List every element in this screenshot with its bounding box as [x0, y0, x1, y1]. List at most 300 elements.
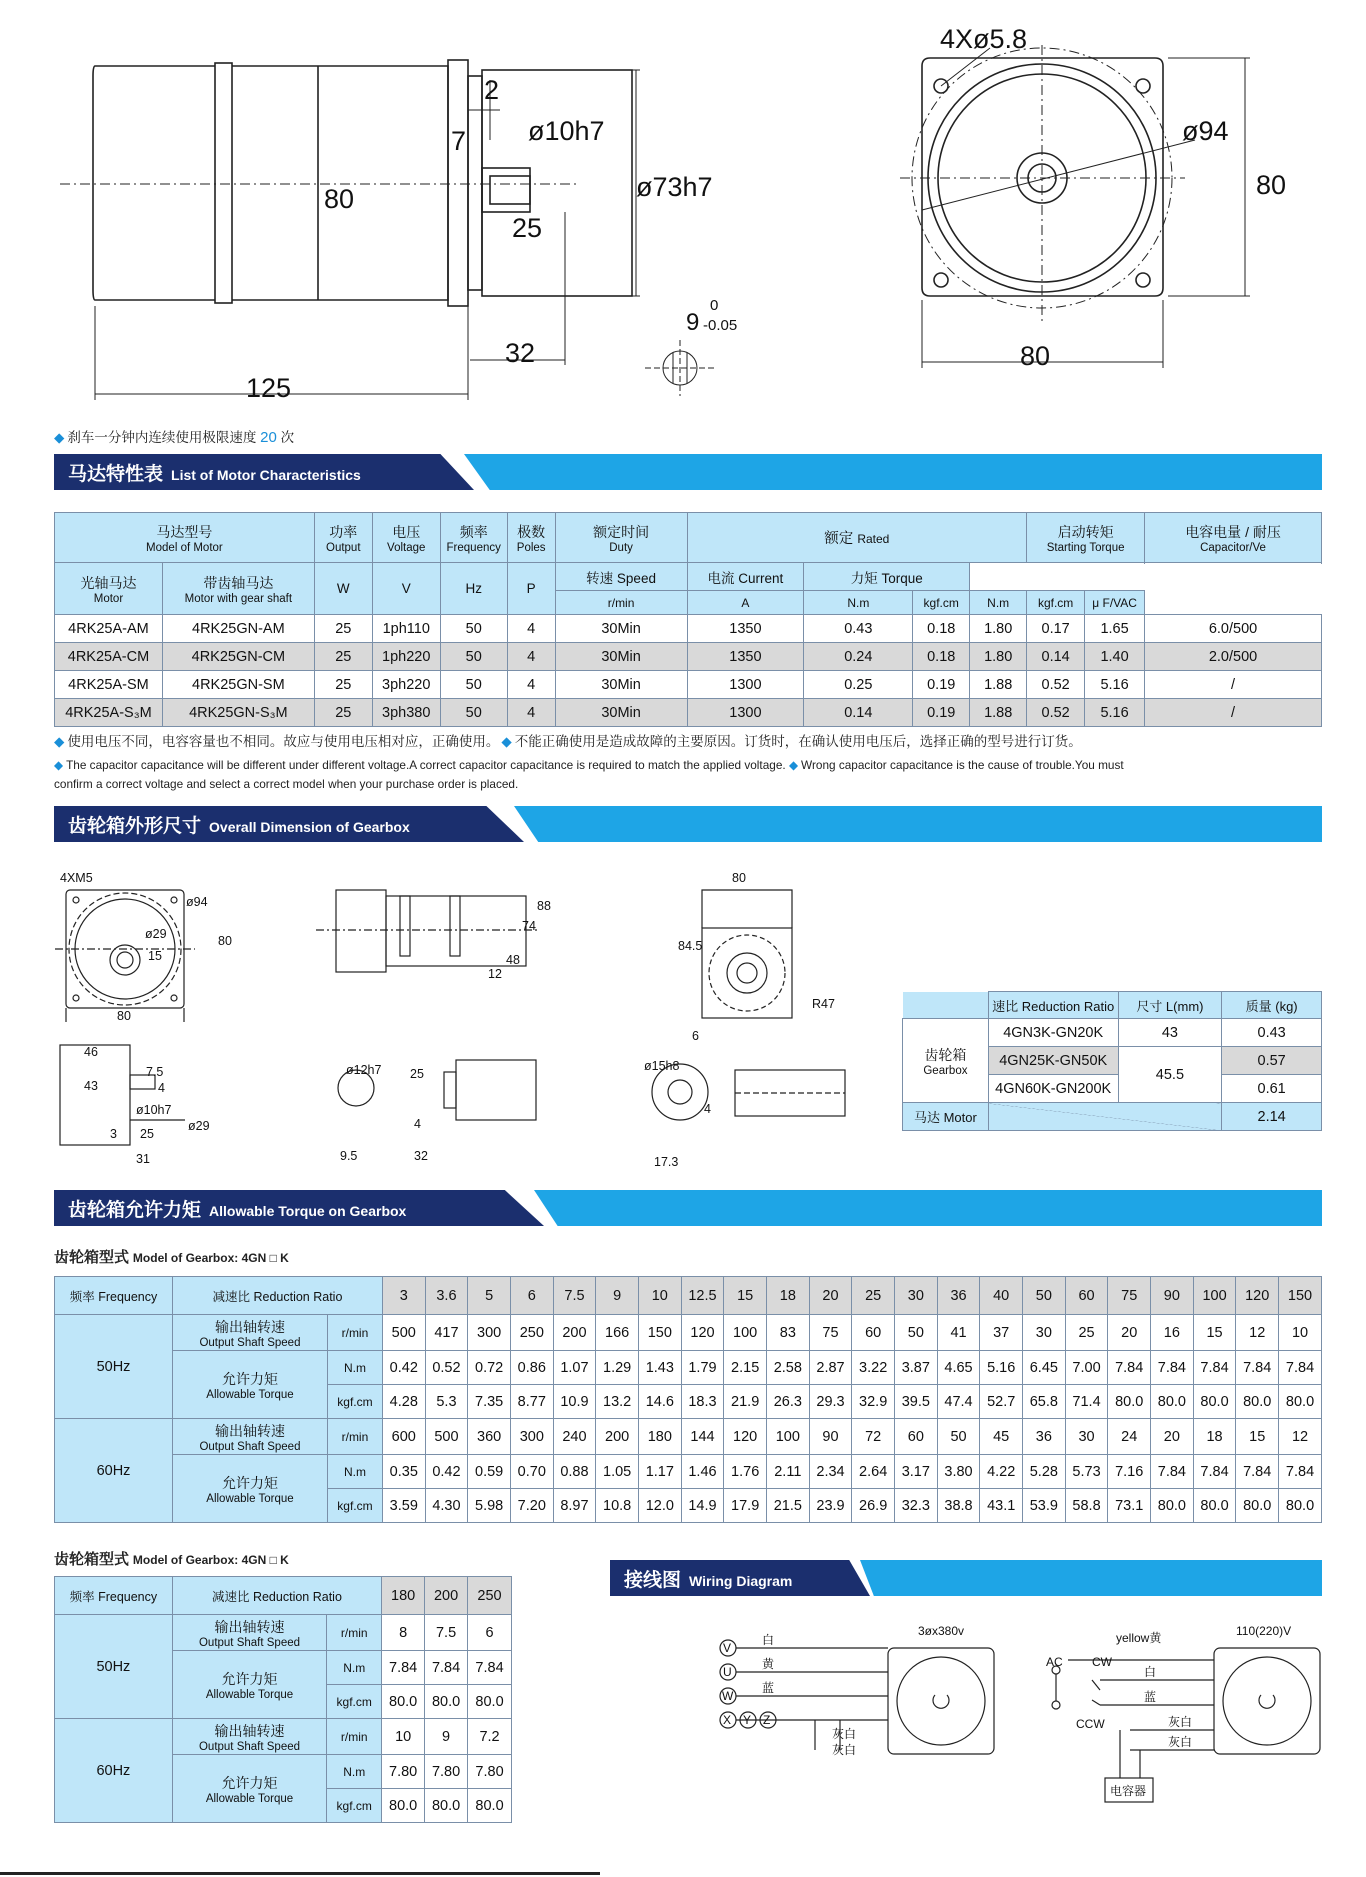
torque-cell: 26.3 — [766, 1385, 809, 1419]
torque-cell: 80.0 — [1108, 1385, 1151, 1419]
torque-cell: 2.11 — [766, 1455, 809, 1489]
ratio-cell: 75 — [1108, 1277, 1151, 1315]
capacitor-label: 电容器 — [1110, 1784, 1147, 1798]
section-allowable-torque: 齿轮箱允许力矩 Allowable Torque on Gearbox — [54, 1190, 1322, 1226]
section-motor-characteristics — [54, 454, 1322, 490]
gd-label-4a: 4 — [158, 1081, 165, 1095]
wiring-title-1ph: 110(220)V — [1236, 1624, 1292, 1638]
ratio-cell: 20 — [809, 1277, 852, 1315]
torque-cell: 7.84 — [1279, 1455, 1322, 1489]
torque-cell: 0.86 — [510, 1351, 553, 1385]
gd-label-12h7: ø12h7 — [346, 1063, 382, 1077]
torque-cell: 5.3 — [425, 1385, 468, 1419]
svg-text:yellow黄: yellow黄 — [1116, 1631, 1162, 1645]
svg-text:黄: 黄 — [762, 1657, 775, 1671]
torque-cell: 7.35 — [468, 1385, 511, 1419]
torque-cell: 41 — [937, 1315, 980, 1351]
gd-label-4c: 4 — [704, 1102, 711, 1116]
unit-nm-start: N.m — [970, 591, 1027, 615]
ratio-cell: 9 — [596, 1277, 639, 1315]
motor-mass: 2.14 — [1222, 1103, 1322, 1131]
torque-cell: 4.30 — [425, 1489, 468, 1523]
torque-cell: 45 — [980, 1419, 1023, 1455]
term-u: U — [723, 1665, 732, 1679]
svg-text:蓝: 蓝 — [1144, 1690, 1157, 1704]
ratio-cell: 250 — [468, 1577, 512, 1615]
motor-row: 4RK25A-AM 4RK25GN-AM 25 1ph110 50 4 30Min 1350 0.43 0.18 1.80 0.17 1.65 6.0/500 — [55, 615, 1322, 643]
header-rated: 额定 — [824, 531, 854, 547]
torque-cell: 180 — [638, 1419, 681, 1455]
section-gearbox-dimension: 齿轮箱外形尺寸 Overall Dimension of Gearbox — [54, 806, 1322, 842]
torque-cell: 30 — [1065, 1419, 1108, 1455]
motor-characteristics-table: 马达型号 Model of Motor 功率 Output 电压 Voltage 频率 Frequency 极数 Poles 额定时间 Duty 额定 Rated 启动转矩 Starting Torque 电容电量 / 耐压 Capacitor/Ve 光轴马达 Motor 带齿轴马达 Motor with gear shaft W V Hz P 转速 Speed 电流 Current 力矩 Torque r/min A N.m kgf.cm N.m kgf.cm μ F/VAC 4RK25A-AM 4RK25GN-AM 25 1ph110 50 4 30Min 1350 0.43 0.18 1.80 0.17 1.65 6.0/500 4RK25A-CM 4RK25GN-CM 25 1ph220 50 4 30Min 1350 0.24 0.18 1.80 0.14 1.40 2.0/500 4RK25A-SM 4RK25GN-SM 25 3ph220 50 4 30Min 1300 0.25 0.19 1.88 0.52 5.16 / 4RK25A-S₃M 4RK25GN-S₃M 25 3ph380 50 4 30Min 1300 0.14 0.19 1.88 0.52 5.16 / — [54, 512, 1322, 727]
torque-cell: 144 — [681, 1419, 724, 1455]
torque-cell: 1.07 — [553, 1351, 596, 1385]
t1-header-frequency: 频率 Frequency — [69, 1289, 158, 1304]
unit-rmin: r/min — [555, 591, 687, 615]
torque-cell: 0.59 — [468, 1455, 511, 1489]
term-x: X — [723, 1713, 732, 1727]
torque-cell: 1.79 — [681, 1351, 724, 1385]
term-w: W — [722, 1689, 734, 1703]
torque-cell: 4.65 — [937, 1351, 980, 1385]
torque-cell: 150 — [638, 1315, 681, 1351]
ratio-cell: 200 — [425, 1577, 468, 1615]
t1-header-ratio: 减速比 Reduction Ratio — [212, 1289, 343, 1304]
gd-label-9-5: 9.5 — [340, 1149, 358, 1163]
header-duty: 额定时间 — [593, 523, 650, 540]
gd-label-80b: 80 — [117, 1009, 131, 1023]
gd-label-12: 12 — [488, 967, 502, 981]
torque-cell: 6.45 — [1023, 1351, 1066, 1385]
torque-cell: 300 — [510, 1419, 553, 1455]
torque-cell: 120 — [681, 1315, 724, 1351]
torque-cell: 0.88 — [553, 1455, 596, 1489]
torque-cell: 8 — [382, 1615, 425, 1651]
motor-row: 4RK25A-S₃M 4RK25GN-S₃M 25 3ph380 50 4 30Min 1300 0.14 0.19 1.88 0.52 5.16 / — [55, 699, 1322, 727]
torque-cell: 80.0 — [1236, 1489, 1279, 1523]
torque-cell: 7.5 — [425, 1615, 468, 1651]
gd-label-80c: 80 — [732, 871, 746, 885]
header-current: 电流 Current — [687, 563, 804, 591]
torque-cell: 8.97 — [553, 1489, 596, 1523]
torque-cell: 39.5 — [895, 1385, 938, 1419]
header-size: 尺寸 L(mm) — [1136, 998, 1204, 1014]
dim-7: 7 — [451, 126, 467, 156]
torque-cell: 417 — [425, 1315, 468, 1351]
torque-cell: 7.00 — [1065, 1351, 1108, 1385]
torque-cell: 10 — [1279, 1315, 1322, 1351]
header-model: 马达型号 — [156, 523, 213, 540]
torque-cell: 7.80 — [468, 1755, 512, 1789]
torque-cell: 7.84 — [1193, 1455, 1236, 1489]
header-shaft-motor: 光轴马达 — [80, 574, 137, 591]
torque-cell: 12.0 — [638, 1489, 681, 1523]
torque-cell: 21.9 — [724, 1385, 767, 1419]
torque-cell: 2.34 — [809, 1455, 852, 1489]
torque-cell: 100 — [766, 1419, 809, 1455]
torque-cell: 7.84 — [382, 1651, 425, 1685]
gd-label-29: ø29 — [145, 927, 167, 941]
torque-cell: 120 — [724, 1419, 767, 1455]
ratio-cell: 180 — [382, 1577, 425, 1615]
dim-25: 25 — [512, 213, 543, 243]
header-frequency: 频率 — [459, 523, 488, 540]
ratio-cell: 150 — [1279, 1277, 1322, 1315]
torque-cell: 100 — [724, 1315, 767, 1351]
gd-label-10h7: ø10h7 — [136, 1103, 172, 1117]
ratio-cell: 18 — [766, 1277, 809, 1315]
diamond-icon: ◆ — [54, 430, 65, 445]
motor-dimension-drawing — [0, 0, 1366, 420]
gd-label-43: 43 — [84, 1079, 98, 1093]
model-note-2: 齿轮箱型式 Model of Gearbox: 4GN □ K — [54, 1551, 289, 1568]
torque-cell: 7.84 — [1193, 1351, 1236, 1385]
torque-cell: 10.9 — [553, 1385, 596, 1419]
torque-cell: 90 — [809, 1419, 852, 1455]
torque-cell: 80.0 — [1279, 1385, 1322, 1419]
torque-cell: 80.0 — [382, 1789, 425, 1823]
unit-kgf-start: kgf.cm — [1027, 591, 1085, 615]
ratio-cell: 50 — [1023, 1277, 1066, 1315]
torque-cell: 7.84 — [1236, 1455, 1279, 1489]
motor-row: 4RK25A-SM 4RK25GN-SM 25 3ph220 50 4 30Min 1300 0.25 0.19 1.88 0.52 5.16 / — [55, 671, 1322, 699]
torque-cell: 3.87 — [895, 1351, 938, 1385]
torque-cell: 2.64 — [852, 1455, 895, 1489]
torque-cell: 24 — [1108, 1419, 1151, 1455]
torque-cell: 60 — [852, 1315, 895, 1351]
torque-cell: 600 — [382, 1419, 425, 1455]
ratio-cell: 3 — [382, 1277, 425, 1315]
torque-cell: 16 — [1151, 1315, 1194, 1351]
dim-shaft-dia: ø10h7 — [528, 116, 605, 146]
torque-cell: 2.58 — [766, 1351, 809, 1385]
torque-cell: 80.0 — [1193, 1385, 1236, 1419]
torque-cell: 50 — [895, 1315, 938, 1351]
gd-label-88: 88 — [537, 899, 551, 913]
torque-cell: 2.87 — [809, 1351, 852, 1385]
torque-cell: 14.6 — [638, 1385, 681, 1419]
ratio-cell: 12.5 — [681, 1277, 724, 1315]
unit-w: W — [314, 563, 372, 615]
torque-cell: 4.28 — [382, 1385, 425, 1419]
gd-label-29b: ø29 — [188, 1119, 210, 1133]
svg-text:白: 白 — [762, 1633, 775, 1647]
torque-cell: 6 — [468, 1615, 512, 1651]
torque-cell: 80.0 — [382, 1685, 425, 1719]
ratio-cell: 120 — [1236, 1277, 1279, 1315]
torque-cell: 80.0 — [1151, 1489, 1194, 1523]
ratio-cell: 6 — [510, 1277, 553, 1315]
torque-cell: 43.1 — [980, 1489, 1023, 1523]
allowable-torque-table-2: 频率 Frequency 减速比 Reduction Ratio 180 200 250 50Hz 输出轴转速 Output Shaft Speed r/min 8 7.5 6 允许力矩 Allowable Torque N.m 7.84 7.84 7.84 kgf.cm 80.0 80.0 80.0 60Hz 输出轴转速 Output Shaft Speed r/min 10 9 7.2 允许力矩 Allowable Torque N.m 7.80 7.80 7.80 kgf.cm 80.0 80.0 80.0 — [54, 1576, 512, 1823]
dim-2: 2 — [484, 75, 500, 105]
torque-cell: 0.52 — [425, 1351, 468, 1385]
torque-cell: 71.4 — [1065, 1385, 1108, 1419]
torque-cell: 0.70 — [510, 1455, 553, 1489]
torque-cell: 1.43 — [638, 1351, 681, 1385]
torque-cell: 60 — [895, 1419, 938, 1455]
ratio-cell: 3.6 — [425, 1277, 468, 1315]
torque-cell: 13.2 — [596, 1385, 639, 1419]
gd-label-15: 15 — [148, 949, 162, 963]
torque-cell: 36 — [1023, 1419, 1066, 1455]
unit-hz: Hz — [440, 563, 507, 615]
torque-cell: 1.46 — [681, 1455, 724, 1489]
torque-cell: 12 — [1236, 1315, 1279, 1351]
dim-key-tol-up: 0 — [710, 297, 719, 314]
gd-label-80a: 80 — [218, 934, 232, 948]
torque-cell: 20 — [1151, 1419, 1194, 1455]
svg-text:白: 白 — [1144, 1665, 1157, 1679]
torque-cell: 12 — [1279, 1419, 1322, 1455]
gd-label-32: 32 — [414, 1149, 428, 1163]
ratio-cell: 90 — [1151, 1277, 1194, 1315]
header-mass: 质量 (kg) — [1245, 998, 1298, 1014]
torque-cell: 29.3 — [809, 1385, 852, 1419]
torque-cell: 5.73 — [1065, 1455, 1108, 1489]
torque-cell: 80.0 — [468, 1789, 512, 1823]
ratio-cell: 5 — [468, 1277, 511, 1315]
torque-cell: 80.0 — [425, 1685, 468, 1719]
torque-cell: 58.8 — [1065, 1489, 1108, 1523]
gd-label-r47: R47 — [812, 997, 835, 1011]
torque-cell: 7.84 — [425, 1651, 468, 1685]
brake-note: ◆ 刹车一分钟内连续使用极限速度 20 次 — [54, 429, 295, 446]
ratio-cell: 30 — [895, 1277, 938, 1315]
torque-cell: 7.84 — [1279, 1351, 1322, 1385]
gd-label-7-5: 7.5 — [146, 1065, 164, 1079]
gd-label-94: ø94 — [186, 895, 208, 909]
torque-cell: 73.1 — [1108, 1489, 1151, 1523]
header-ratio: 速比 Reduction Ratio — [992, 998, 1115, 1014]
caution-cn: ◆ 使用电压不同，电容容量也不相同。故应与使用电压相对应，正确使用。 ◆ 不能正确使用是造成故障的主要原因。订货时，在确认使用电压后，选择正确的型号进行订货。 — [54, 734, 1082, 749]
gd-label-3: 3 — [110, 1127, 117, 1141]
svg-text:CW: CW — [1092, 1655, 1112, 1669]
ratio-cell: 7.5 — [553, 1277, 596, 1315]
svg-text:AC: AC — [1046, 1655, 1063, 1669]
torque-cell: 3.59 — [382, 1489, 425, 1523]
svg-text:CCW: CCW — [1076, 1717, 1105, 1731]
term-y: Y — [743, 1713, 752, 1727]
torque-cell: 7.84 — [1151, 1351, 1194, 1385]
torque-cell: 15 — [1236, 1419, 1279, 1455]
header-speed: 转速 Speed — [555, 563, 687, 591]
torque-cell: 18 — [1193, 1419, 1236, 1455]
torque-cell: 80.0 — [1279, 1489, 1322, 1523]
unit-cap: μ F/VAC — [1085, 591, 1145, 615]
gd-label-15h8: ø15h8 — [644, 1059, 680, 1073]
torque-cell: 65.8 — [1023, 1385, 1066, 1419]
caution-en: ◆ The capacitor capacitance will be different under different voltage.A correct capacitor capacitance is required to match the applied voltage. ◆ Wrong capacitor capacitance is the cause of trouble.You must confirm a correct voltage and select a correct model when your purchase order is placed. — [54, 758, 1124, 791]
header-power: 功率 — [329, 523, 358, 540]
section-wiring: 接线图 Wiring Diagram — [610, 1560, 1322, 1596]
torque-cell: 20 — [1108, 1315, 1151, 1351]
torque-cell: 5.28 — [1023, 1455, 1066, 1489]
torque-cell: 17.9 — [724, 1489, 767, 1523]
dim-pcd: ø94 — [1182, 116, 1229, 146]
ratio-cell: 25 — [852, 1277, 895, 1315]
ratio-cell: 10 — [638, 1277, 681, 1315]
unit-a: A — [687, 591, 804, 615]
torque-cell: 240 — [553, 1419, 596, 1455]
wiring-diagram — [0, 1610, 1366, 1870]
torque-cell: 47.4 — [937, 1385, 980, 1419]
torque-cell: 80.0 — [1151, 1385, 1194, 1419]
ratio-cell: 100 — [1193, 1277, 1236, 1315]
unit-nm: N.m — [804, 591, 913, 615]
header-gear-motor: 带齿轴马达 — [203, 574, 274, 591]
torque-cell: 50 — [937, 1419, 980, 1455]
gd-label-25b: 25 — [410, 1067, 424, 1081]
t1-60hz: 60Hz — [55, 1419, 173, 1523]
header-voltage: 电压 — [392, 523, 421, 540]
dim-125: 125 — [246, 373, 292, 403]
torque-cell: 38.8 — [937, 1489, 980, 1523]
torque-cell: 32.9 — [852, 1385, 895, 1419]
torque-cell: 75 — [809, 1315, 852, 1351]
dim-key-tol-down: -0.05 — [703, 317, 738, 334]
ratio-cell: 15 — [724, 1277, 767, 1315]
gd-label-84-5: 84.5 — [678, 939, 703, 953]
torque-cell: 52.7 — [980, 1385, 1023, 1419]
torque-cell: 25 — [1065, 1315, 1108, 1351]
gearbox-mass-table: 速比 Reduction Ratio 尺寸 L(mm) 质量 (kg) 齿轮箱 Gearbox 4GN3K-GN20K 43 0.43 4GN25K-GN50K 45.5 0.57 4GN60K-GN200K 0.61 马达 Motor 2.14 — [902, 991, 1322, 1131]
torque-cell: 1.05 — [596, 1455, 639, 1489]
svg-text:灰白: 灰白 — [1168, 1735, 1193, 1749]
gd-label-31: 31 — [136, 1152, 150, 1166]
torque-cell: 200 — [596, 1419, 639, 1455]
torque-cell: 5.98 — [468, 1489, 511, 1523]
dim-key-9: 9 — [686, 309, 700, 336]
unit-p: P — [507, 563, 555, 615]
svg-text:灰白: 灰白 — [1168, 1715, 1193, 1729]
torque-cell: 80.0 — [468, 1685, 512, 1719]
torque-cell: 26.9 — [852, 1489, 895, 1523]
torque-cell: 7.84 — [468, 1651, 512, 1685]
gd-label-48: 48 — [506, 953, 520, 967]
section1-title-cn: 马达特性表 — [68, 464, 164, 485]
torque-cell: 14.9 — [681, 1489, 724, 1523]
unit-kgf: kgf.cm — [913, 591, 970, 615]
dim-spigot: ø73h7 — [636, 172, 713, 202]
header-capacitor: 电容电量 / 耐压 — [1185, 523, 1281, 540]
torque-cell: 23.9 — [809, 1489, 852, 1523]
torque-cell: 37 — [980, 1315, 1023, 1351]
torque-cell: 3.80 — [937, 1455, 980, 1489]
torque-cell: 7.84 — [1151, 1455, 1194, 1489]
torque-cell: 2.15 — [724, 1351, 767, 1385]
torque-cell: 10.8 — [596, 1489, 639, 1523]
term-v: V — [723, 1641, 732, 1655]
torque-cell: 80.0 — [1193, 1489, 1236, 1523]
header-starting-torque: 启动转矩 — [1057, 523, 1114, 540]
term-z: Z — [763, 1713, 771, 1727]
torque-cell: 1.76 — [724, 1455, 767, 1489]
motor-label: 马达 Motor — [903, 1103, 989, 1131]
torque-cell: 80.0 — [425, 1789, 468, 1823]
torque-cell: 5.16 — [980, 1351, 1023, 1385]
torque-cell: 4.22 — [980, 1455, 1023, 1489]
dim-80-side: 80 — [324, 184, 355, 214]
torque-cell: 80.0 — [1236, 1385, 1279, 1419]
torque-cell: 7.84 — [1236, 1351, 1279, 1385]
bottom-rule — [0, 1872, 600, 1875]
torque-cell: 7.20 — [510, 1489, 553, 1523]
svg-text:灰白: 灰白 — [832, 1743, 857, 1757]
torque-cell: 21.5 — [766, 1489, 809, 1523]
gd-label-4b: 4 — [414, 1117, 421, 1131]
dim-80-height: 80 — [1256, 170, 1287, 200]
torque-cell: 7.16 — [1108, 1455, 1151, 1489]
wiring-title-3ph: 3øx380v — [918, 1624, 965, 1638]
section1-title-en: List of Motor Characteristics — [171, 467, 361, 483]
torque-cell: 8.77 — [510, 1385, 553, 1419]
dim-32: 32 — [505, 338, 536, 368]
dim-holes: 4Xø5.8 — [940, 24, 1028, 54]
torque-cell: 7.80 — [382, 1755, 425, 1789]
svg-text:灰白: 灰白 — [832, 1727, 857, 1741]
torque-cell: 1.17 — [638, 1455, 681, 1489]
gd-label-4xm5: 4XM5 — [60, 871, 93, 885]
torque-cell: 250 — [510, 1315, 553, 1351]
gearbox-label: 齿轮箱 — [924, 1046, 967, 1063]
torque-cell: 3.17 — [895, 1455, 938, 1489]
torque-cell: 32.3 — [895, 1489, 938, 1523]
ratio-cell: 36 — [937, 1277, 980, 1315]
torque-cell: 0.42 — [425, 1455, 468, 1489]
torque-cell: 10 — [382, 1719, 425, 1755]
torque-cell: 0.72 — [468, 1351, 511, 1385]
gd-label-25a: 25 — [140, 1127, 154, 1141]
torque-cell: 15 — [1193, 1315, 1236, 1351]
dim-80-width: 80 — [1020, 341, 1051, 371]
torque-cell: 1.29 — [596, 1351, 639, 1385]
torque-cell: 360 — [468, 1419, 511, 1455]
torque-cell: 300 — [468, 1315, 511, 1351]
torque-cell: 3.22 — [852, 1351, 895, 1385]
torque-cell: 166 — [596, 1315, 639, 1351]
gd-label-6: 6 — [692, 1029, 699, 1043]
torque-cell: 30 — [1023, 1315, 1066, 1351]
torque-cell: 200 — [553, 1315, 596, 1351]
gd-label-46: 46 — [84, 1045, 98, 1059]
torque-cell: 72 — [852, 1419, 895, 1455]
torque-cell: 0.35 — [382, 1455, 425, 1489]
torque-cell: 53.9 — [1023, 1489, 1066, 1523]
torque-cell: 7.84 — [1108, 1351, 1151, 1385]
allowable-torque-table: 频率 Frequency 减速比 Reduction Ratio 3 3.6 5 6 7.5 9 10 12.5 15 18 20 25 30 36 40 50 60 75 90 100 120 150 50Hz 输出轴转速 Output Shaft Speed r/min 500 417 300 250 200 166 150 120 100 83 75 60 50 41 37 30 25 20 16 15 12 10 允许力矩 Allowable Torque N.m 0.42 0.52 0.72 0.86 1.07 1.29 1.43 1.79 2.15 2.58 2.87 3.22 3.87 4.65 5.16 6.45 7.00 7.84 7.84 7.84 7.84 7.84 kgf.cm 4.28 5.3 7.35 8.77 10.9 13.2 14.6 18.3 21.9 26.3 29.3 32.9 39.5 47.4 52.7 65.8 71.4 80.0 80.0 80.0 80.0 80.0 60Hz 输出轴转速 Output Shaft Speed r/min 600 500 360 300 240 200 180 144 120 100 90 72 60 50 45 36 30 24 20 18 15 12 允许力矩 Allowable Torque N.m 0.35 0.42 0.59 0.70 0.88 1.05 1.17 1.46 1.76 2.11 2.34 2.64 3.17 3.80 4.22 5.28 5.73 7.16 7.84 7.84 7.84 7.84 kgf.cm 3.59 4.30 5.98 7.20 8.97 10.8 12.0 14.9 17.9 21.5 23.9 26.9 32.3 38.8 43.1 53.9 58.8 73.1 80.0 80.0 80.0 80.0 — [54, 1276, 1322, 1523]
header-poles: 极数 — [517, 523, 546, 540]
gd-label-17-3: 17.3 — [654, 1155, 679, 1169]
gd-label-74: 74 — [522, 919, 536, 933]
svg-text:蓝: 蓝 — [762, 1681, 775, 1695]
torque-cell: 83 — [766, 1315, 809, 1351]
torque-cell: 0.42 — [382, 1351, 425, 1385]
torque-cell: 7.2 — [468, 1719, 512, 1755]
torque-cell: 9 — [425, 1719, 468, 1755]
ratio-cell: 60 — [1065, 1277, 1108, 1315]
ratio-cell: 40 — [980, 1277, 1023, 1315]
torque-cell: 500 — [425, 1419, 468, 1455]
brake-value: 20 — [260, 429, 277, 446]
header-torque: 力矩 Torque — [804, 563, 970, 591]
motor-row: 4RK25A-CM 4RK25GN-CM 25 1ph220 50 4 30Min 1350 0.24 0.18 1.80 0.14 1.40 2.0/500 — [55, 643, 1322, 671]
torque-cell: 7.80 — [425, 1755, 468, 1789]
unit-v: V — [372, 563, 440, 615]
torque-cell: 18.3 — [681, 1385, 724, 1419]
torque-cell: 500 — [382, 1315, 425, 1351]
